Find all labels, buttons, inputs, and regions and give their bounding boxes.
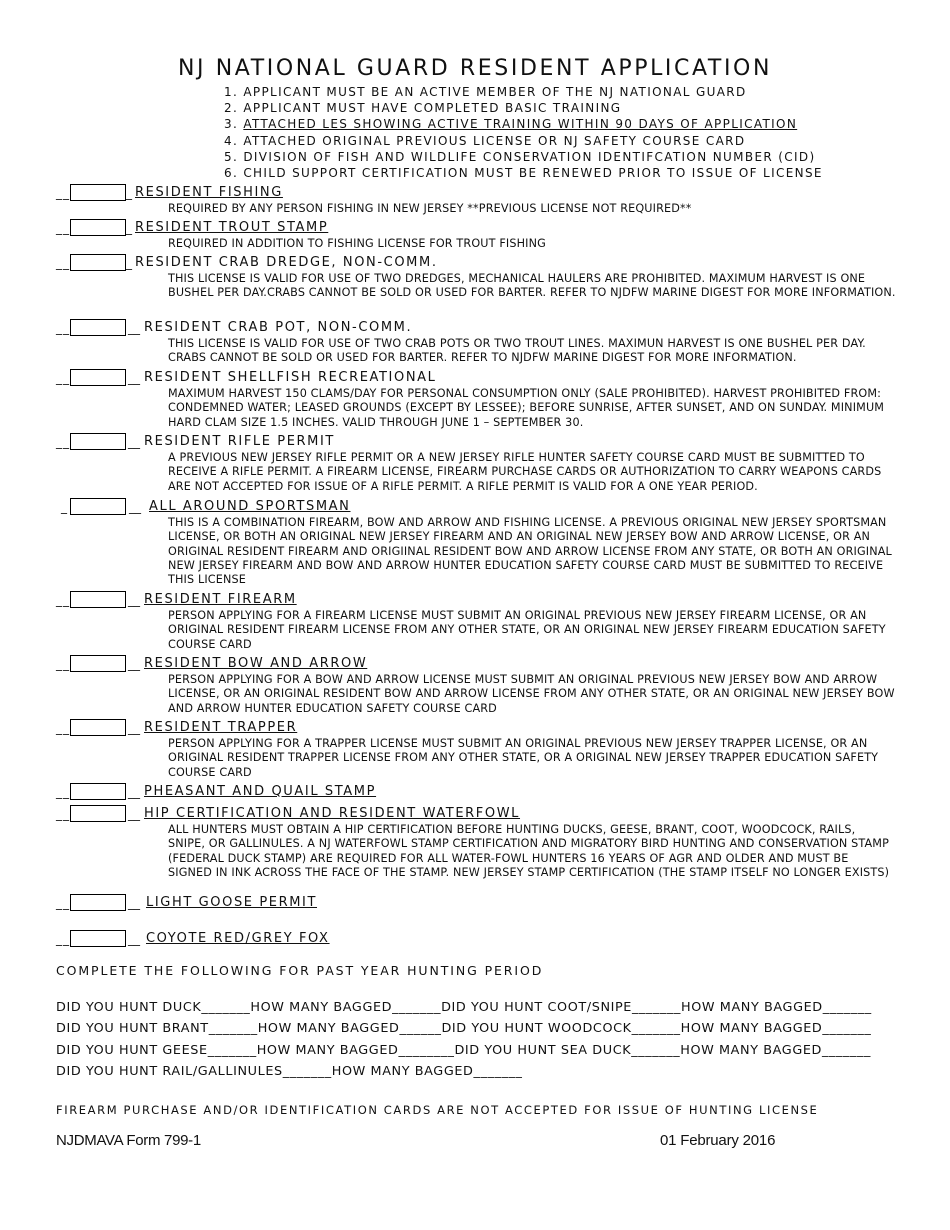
checkbox-resident-crab-pot[interactable] (70, 319, 126, 336)
form-number: NJDMAVA Form 799-1 (56, 1132, 201, 1149)
checkbox-resident-rifle-permit[interactable] (70, 433, 126, 450)
license-label: RESIDENT CRAB DREDGE, NON-COMM. (135, 255, 438, 270)
blank-suffix: __ (128, 435, 140, 449)
blank-prefix: __ (56, 371, 70, 385)
blank-suffix: __ (128, 321, 140, 335)
requirement-2: 2. APPLICANT MUST HAVE COMPLETED BASIC TRAINING (224, 101, 622, 116)
blank-suffix: _ (126, 256, 132, 270)
past-year-section-title: COMPLETE THE FOLLOWING FOR PAST YEAR HUNTING PERIOD (56, 963, 544, 978)
checkbox-coyote-red-grey-fox[interactable] (70, 930, 126, 947)
hunt-question-line-2[interactable]: DID YOU HUNT BRANT_______HOW MANY BAGGED______DID YOU HUNT WOODCOCK_______HOW MANY BAGGED_______ (56, 1021, 872, 1036)
blank-suffix: _ (126, 221, 132, 235)
license-label: RESIDENT BOW AND ARROW (144, 656, 368, 671)
license-resident-firearm (56, 589, 896, 652)
checkbox-hip-certification-waterfowl[interactable] (70, 805, 126, 822)
blank-prefix: __ (56, 785, 70, 799)
blank-suffix: __ (128, 807, 140, 821)
requirement-1: 1. APPLICANT MUST BE AN ACTIVE MEMBER OF THE NJ NATIONAL GUARD (224, 85, 747, 99)
requirement-4: 4. ATTACHED ORIGINAL PREVIOUS LICENSE OR NJ SAFETY COURSE CARD (224, 133, 746, 148)
requirement-5: 5. DIVISION OF FISH AND WILDLIFE CONSERVATION IDENTIFCATION NUMBER (CID) (224, 149, 816, 164)
blank-prefix: __ (56, 321, 70, 335)
license-description: THIS LICENSE IS VALID FOR USE OF TWO CRAB POTS OR TWO TROUT LINES. MAXIMUN HARVEST IS ONE BUSHEL PER DAY. CRABS CANNOT BE SOLD OR USED FOR BARTER. REFER TO NJDFW MARINE DIGEST FOR MORE INFORMATION. (168, 337, 866, 365)
blank-prefix: __ (56, 721, 70, 735)
license-resident-fishing (56, 182, 896, 216)
license-hip-certification-waterfowl (56, 803, 896, 880)
license-description: ALL HUNTERS MUST OBTAIN A HIP CERTIFICATION BEFORE HUNTING DUCKS, GEESE, BRANT, COOT, WOODCOCK, RAILS, SNIPE, OR GALLINULES. A NJ WATERFOWL STAMP CERTIFICATION AND MIGRATORY BIRD HUNTING AND CONSERVATION STAMP (FEDERAL DUCK STAMP) ARE REQUIRED FOR ALL WATER-FOWL HUNTERS 16 YEARS OF AGR AND OLDER AND MUST BE SIGNED IN INK ACROSS THE FACE OF THE STAMP. NEW JERSEY STAMP CERTIFICATION (THE STAMP ITSELF NO LONGER EXISTS) (168, 823, 890, 879)
blank-suffix: __ (128, 896, 140, 910)
license-description: THIS IS A COMBINATION FIREARM, BOW AND ARROW AND FISHING LICENSE. A PREVIOUS ORIGINAL NEW JERSEY SPORTSMAN LICENSE, OR BOTH AN ORIGINAL NEW JERSEY FIREARM AND AN ORIGINAL NEW JERSEY BOW AND ARROW LICENSE, OR AN ORIGINAL RESIDENT FIREARM AND ORIGIINAL RESIDENT BOW AND ARROW LICENSE FROM ANY STATE, OR BOTH AN ORIGINAL NEW JERSEY FIREARM AND BOW AND ARROW HUNTER EDUCATION SAFETY COURSE CARD MUST BE SUBMITTED TO RECEIVE THIS LICENSE (168, 516, 892, 587)
blank-suffix: __ (129, 500, 141, 514)
blank-prefix: _ (61, 500, 68, 514)
firearm-card-notice: FIREARM PURCHASE AND/OR IDENTIFICATION CARDS ARE NOT ACCEPTED FOR ISSUE OF HUNTING LICENSE (56, 1103, 819, 1117)
license-label: ALL AROUND SPORTSMAN (149, 499, 351, 514)
license-description: REQUIRED IN ADDITION TO FISHING LICENSE FOR TROUT FISHING (168, 237, 546, 250)
license-coyote-red-grey-fox (56, 928, 896, 947)
license-description: PERSON APPLYING FOR A FIREARM LICENSE MUST SUBMIT AN ORIGINAL PREVIOUS NEW JERSEY FIREARM LICENSE, OR AN ORIGINAL RESIDENT FIREARM LICENSE FROM ANY OTHER STATE, OR AN ORIGINAL NEW JERSEY FIREARM EDUCATION SAFETY COURSE CARD (168, 609, 886, 651)
license-all-around-sportsman (56, 496, 896, 587)
requirement-3-text: ATTACHED LES SHOWING ACTIVE TRAINING WITHIN 90 DAYS OF APPLICATION (243, 117, 798, 132)
checkbox-resident-fishing[interactable] (70, 184, 126, 201)
license-description: PERSON APPLYING FOR A TRAPPER LICENSE MUST SUBMIT AN ORIGINAL PREVIOUS NEW JERSEY TRAPPER LICENSE, OR AN ORIGINAL RESIDENT TRAPPER LICENSE FROM ANY OTHER STATE, OR A ORIGINAL NEW JERSEY TRAPPER EDUCATION SAFETY COURSE CARD (168, 737, 879, 779)
license-resident-rifle-permit (56, 431, 896, 494)
blank-prefix: __ (56, 435, 70, 449)
license-label: RESIDENT FIREARM (144, 592, 297, 607)
license-resident-shellfish (56, 367, 896, 430)
page-title: NJ NATIONAL GUARD RESIDENT APPLICATION (177, 56, 773, 81)
license-description: A PREVIOUS NEW JERSEY RIFLE PERMIT OR A NEW JERSEY RIFLE HUNTER SAFETY COURSE CARD MUST BE SUBMITTED TO RECEIVE A RIFLE PERMIT. A FIREARM LICENSE, FIREARM PURCHASE CARDS OR AUTHORIZATION TO CARRY WEAPONS CARDS ARE NOT ACCEPTED FOR ISSUE OF A RIFLE PERMIT. A RIFLE PERMIT IS VALID FOR A ONE YEAR PERIOD. (168, 451, 882, 493)
license-label: RESIDENT SHELLFISH RECREATIONAL (144, 370, 437, 385)
form-date: 01 February 2016 (660, 1132, 776, 1149)
license-resident-crab-dredge (56, 252, 896, 301)
checkbox-resident-trapper[interactable] (70, 719, 126, 736)
blank-prefix: __ (56, 896, 70, 910)
hunt-question-line-1[interactable]: DID YOU HUNT DUCK_______HOW MANY BAGGED_______DID YOU HUNT COOT/SNIPE_______HOW MANY BAGGED_______ (56, 1000, 872, 1015)
blank-prefix: __ (56, 807, 70, 821)
blank-suffix: __ (128, 371, 140, 385)
blank-prefix: __ (56, 221, 70, 235)
checkbox-light-goose-permit[interactable] (70, 894, 126, 911)
checkbox-all-around-sportsman[interactable] (70, 498, 126, 515)
license-label: HIP CERTIFICATION AND RESIDENT WATERFOWL (144, 806, 521, 821)
license-resident-crab-pot (56, 317, 896, 366)
requirement-6: 6. CHILD SUPPORT CERTIFICATION MUST BE RENEWED PRIOR TO ISSUE OF LICENSE (224, 166, 823, 181)
license-label: RESIDENT FISHING (135, 185, 283, 200)
blank-suffix: __ (128, 657, 140, 671)
license-label: RESIDENT CRAB POT, NON-COMM. (144, 320, 413, 335)
blank-prefix: __ (56, 593, 70, 607)
blank-suffix: __ (128, 593, 140, 607)
checkbox-resident-trout-stamp[interactable] (70, 219, 126, 236)
license-pheasant-and-quail-stamp (56, 781, 896, 800)
license-resident-bow-and-arrow (56, 653, 896, 716)
blank-suffix: _ (126, 186, 132, 200)
license-label: LIGHT GOOSE PERMIT (146, 895, 318, 910)
requirement-3 (224, 116, 823, 132)
blank-prefix: __ (56, 256, 70, 270)
blank-suffix: __ (128, 721, 140, 735)
checkbox-resident-shellfish[interactable] (70, 369, 126, 386)
license-label: RESIDENT RIFLE PERMIT (144, 434, 335, 449)
license-light-goose-permit (56, 892, 896, 911)
checkbox-resident-firearm[interactable] (70, 591, 126, 608)
blank-prefix: __ (56, 186, 70, 200)
license-resident-trapper (56, 717, 896, 780)
hunt-question-line-4[interactable]: DID YOU HUNT RAIL/GALLINULES_______HOW MANY BAGGED_______ (56, 1064, 523, 1079)
requirement-3-number: 3. (224, 117, 244, 132)
checkbox-pheasant-and-quail-stamp[interactable] (70, 783, 126, 800)
license-label: COYOTE RED/GREY FOX (146, 931, 330, 946)
license-description: PERSON APPLYING FOR A BOW AND ARROW LICENSE MUST SUBMIT AN ORIGINAL PREVIOUS NEW JERSEY BOW AND ARROW LICENSE, OR AN ORIGINAL RESIDENT BOW AND ARROW LICENSE FROM ANY OTHER STATE, OR AN ORIGINAL NEW JERSEY BOW AND ARROW HUNTER EDUCATION SAFETY COURSE CARD (168, 673, 895, 715)
blank-suffix: __ (128, 932, 140, 946)
blank-suffix: __ (128, 785, 140, 799)
license-label: PHEASANT AND QUAIL STAMP (144, 784, 377, 799)
license-label: RESIDENT TROUT STAMP (135, 220, 329, 235)
license-description: THIS LICENSE IS VALID FOR USE OF TWO DREDGES, MECHANICAL HAULERS ARE PROHIBITED. MAXIMUM HARVEST IS ONE BUSHEL PER DAY.CRABS CANNOT BE SOLD OR USED FOR BARTER. REFER TO NJDFW MARINE DIGEST FOR MORE INFORMATION. (168, 272, 896, 300)
license-resident-trout-stamp (56, 217, 896, 251)
blank-prefix: __ (56, 932, 70, 946)
license-description: MAXIMUM HARVEST 150 CLAMS/DAY FOR PERSONAL CONSUMPTION ONLY (SALE PROHIBITED). HARVEST PROHIBITED FROM: CONDEMNED WATER; LEASED GROUNDS (EXCEPT BY LESSEE); BEFORE SUNRISE, AFTER SUNSET, AND ON SUNDAY. MINIMUM HARD CLAM SIZE 1.5 INCHES. VALID THROUGH JUNE 1 – SEPTEMBER 30. (168, 387, 885, 429)
license-description: REQUIRED BY ANY PERSON FISHING IN NEW JERSEY **PREVIOUS LICENSE NOT REQUIRED** (168, 202, 692, 215)
hunt-question-line-3[interactable]: DID YOU HUNT GEESE_______HOW MANY BAGGED________DID YOU HUNT SEA DUCK_______HOW MANY BAGGED_______ (56, 1043, 871, 1058)
blank-prefix: __ (56, 657, 70, 671)
checkbox-resident-crab-dredge[interactable] (70, 254, 126, 271)
license-label: RESIDENT TRAPPER (144, 720, 298, 735)
requirements-list (224, 84, 823, 181)
checkbox-resident-bow-and-arrow[interactable] (70, 655, 126, 672)
